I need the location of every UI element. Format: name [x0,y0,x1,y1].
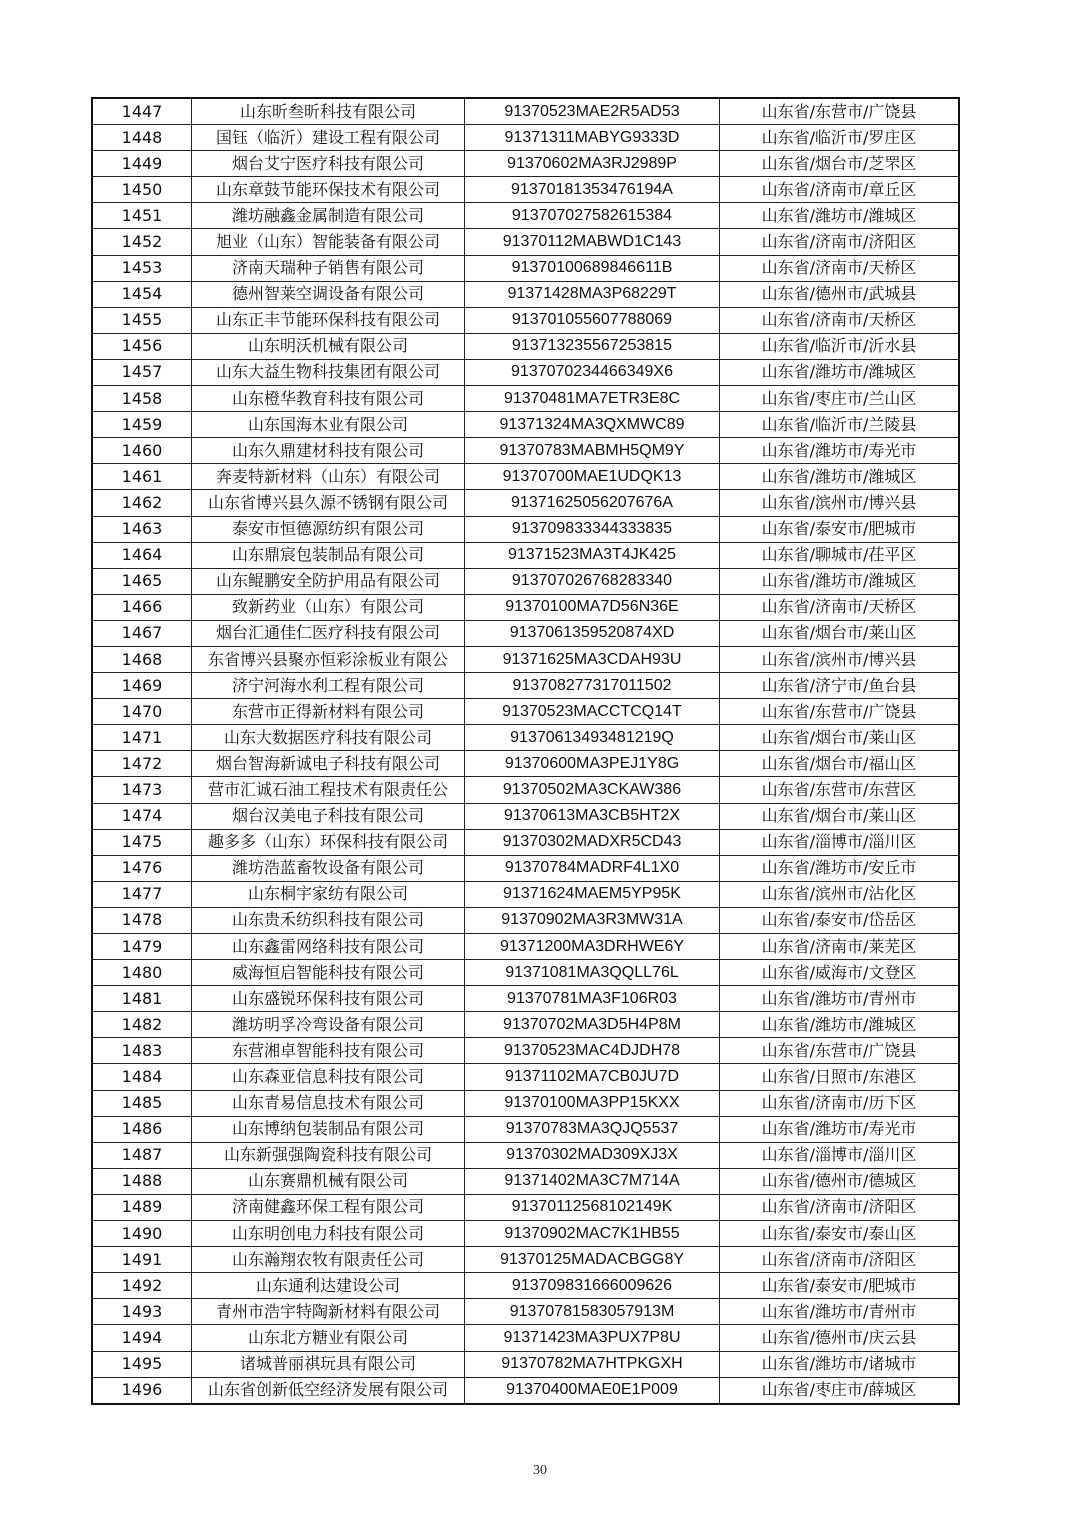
company-name-cell: 山东青易信息技术有限公司 [192,1090,465,1116]
credit-code-cell: 9137061359520874XD [465,620,720,646]
region-cell: 山东省/泰安市/肥城市 [720,1273,960,1299]
region-cell: 山东省/枣庄市/薛城区 [720,1377,960,1404]
region-cell: 山东省/德州市/武城县 [720,281,960,307]
row-number-cell: 1478 [92,907,192,933]
row-number-cell: 1449 [92,151,192,177]
page-number: 30 [533,1463,547,1478]
row-number-cell: 1454 [92,281,192,307]
row-number-cell: 1465 [92,568,192,594]
table-row [92,881,959,907]
credit-code-cell: 91370782MA7HTPKGXH [465,1351,720,1377]
company-list-table [91,97,960,1405]
row-number-cell: 1493 [92,1299,192,1325]
credit-code-cell: 91371428MA3P68229T [465,281,720,307]
region-cell: 山东省/潍坊市/青州市 [720,986,960,1012]
company-name-cell: 山东大数据医疗科技有限公司 [192,725,465,751]
credit-code-cell: 91370784MADRF4L1X0 [465,855,720,881]
table-row [92,386,959,412]
region-cell: 山东省/淄博市/淄川区 [720,829,960,855]
company-name-cell: 济南天瑞种子销售有限公司 [192,255,465,281]
table-row [92,907,959,933]
row-number-cell: 1481 [92,986,192,1012]
credit-code-cell: 91370400MAE0E1P009 [465,1377,720,1404]
table-row [92,359,959,385]
credit-code-cell: 91371402MA3C7M714A [465,1168,720,1194]
credit-code-cell: 91371423MA3PUX7P8U [465,1325,720,1351]
credit-code-cell: 91370523MACCTCQ14T [465,699,720,725]
row-number-cell: 1448 [92,125,192,151]
region-cell: 山东省/潍坊市/青州市 [720,1299,960,1325]
company-name-cell: 山东鼎宸包装制品有限公司 [192,542,465,568]
region-cell: 山东省/东营市/东营区 [720,777,960,803]
credit-code-cell: 91370783MA3QJQ5537 [465,1116,720,1142]
region-cell: 山东省/烟台市/莱山区 [720,725,960,751]
credit-code-cell: 913708277317011502 [465,673,720,699]
row-number-cell: 1469 [92,673,192,699]
table-row [92,307,959,333]
company-name-cell: 山东森亚信息科技有限公司 [192,1064,465,1090]
table-row [92,725,959,751]
credit-code-cell: 91371081MA3QQLL76L [465,960,720,986]
credit-code-cell: 91370781MA3F106R03 [465,986,720,1012]
credit-code-cell: 91370302MADXR5CD43 [465,829,720,855]
row-number-cell: 1495 [92,1351,192,1377]
company-name-cell: 烟台汉美电子科技有限公司 [192,803,465,829]
table-row [92,777,959,803]
row-number-cell: 1471 [92,725,192,751]
credit-code-cell: 91370523MAC4DJDH78 [465,1038,720,1064]
company-name-cell: 山东昕叁昕科技有限公司 [192,98,465,125]
region-cell: 山东省/潍坊市/寿光市 [720,438,960,464]
region-cell: 山东省/济南市/历下区 [720,1090,960,1116]
region-cell: 山东省/临沂市/沂水县 [720,333,960,359]
credit-code-cell: 91370181353476194A [465,177,720,203]
credit-code-cell: 91371625MA3CDAH93U [465,646,720,672]
company-name-cell: 旭业（山东）智能装备有限公司 [192,229,465,255]
row-number-cell: 1494 [92,1325,192,1351]
region-cell: 山东省/泰安市/肥城市 [720,516,960,542]
table-row [92,333,959,359]
table-row [92,281,959,307]
row-number-cell: 1453 [92,255,192,281]
credit-code-cell: 91370613MA3CB5HT2X [465,803,720,829]
row-number-cell: 1456 [92,333,192,359]
company-name-cell: 山东久鼎建材科技有限公司 [192,438,465,464]
region-cell: 山东省/滨州市/博兴县 [720,646,960,672]
region-cell: 山东省/东营市/广饶县 [720,1038,960,1064]
credit-code-cell: 913701055607788069 [465,307,720,333]
company-name-cell: 东营市正得新材料有限公司 [192,699,465,725]
table-row [92,1351,959,1377]
company-list-body [92,98,959,1404]
company-name-cell: 山东贵禾纺织科技有限公司 [192,907,465,933]
credit-code-cell: 91370700MAE1UDQK13 [465,464,720,490]
table-row [92,986,959,1012]
region-cell: 山东省/潍坊市/潍城区 [720,359,960,385]
credit-code-cell: 913707026768283340 [465,568,720,594]
row-number-cell: 1459 [92,412,192,438]
table-row [92,125,959,151]
row-number-cell: 1467 [92,620,192,646]
region-cell: 山东省/东营市/广饶县 [720,98,960,125]
region-cell: 山东省/济南市/济阳区 [720,1194,960,1220]
table-row [92,1012,959,1038]
row-number-cell: 1475 [92,829,192,855]
credit-code-cell: 91371311MABYG9333D [465,125,720,151]
region-cell: 山东省/临沂市/罗庄区 [720,125,960,151]
table-row [92,177,959,203]
company-name-cell: 致新药业（山东）有限公司 [192,594,465,620]
credit-code-cell: 91370602MA3RJ2989P [465,151,720,177]
company-name-cell: 山东省创新低空经济发展有限公司 [192,1377,465,1404]
company-name-cell: 山东章鼓节能环保技术有限公司 [192,177,465,203]
table-row [92,255,959,281]
row-number-cell: 1476 [92,855,192,881]
company-name-cell: 山东橙华教育科技有限公司 [192,386,465,412]
table-row [92,1064,959,1090]
table-row [92,1299,959,1325]
table-row [92,829,959,855]
company-name-cell: 趣多多（山东）环保科技有限公司 [192,829,465,855]
region-cell: 山东省/滨州市/沾化区 [720,881,960,907]
credit-code-cell: 91370781583057913M [465,1299,720,1325]
row-number-cell: 1447 [92,98,192,125]
row-number-cell: 1486 [92,1116,192,1142]
table-row [92,646,959,672]
company-name-cell: 德州智莱空调设备有限公司 [192,281,465,307]
table-row [92,620,959,646]
row-number-cell: 1464 [92,542,192,568]
region-cell: 山东省/烟台市/莱山区 [720,803,960,829]
credit-code-cell: 91370600MA3PEJ1Y8G [465,751,720,777]
region-cell: 山东省/聊城市/茌平区 [720,542,960,568]
company-name-cell: 山东正丰节能环保科技有限公司 [192,307,465,333]
region-cell: 山东省/东营市/广饶县 [720,699,960,725]
region-cell: 山东省/济南市/天桥区 [720,307,960,333]
row-number-cell: 1482 [92,1012,192,1038]
region-cell: 山东省/烟台市/莱山区 [720,620,960,646]
company-name-cell: 山东盛锐环保科技有限公司 [192,986,465,1012]
row-number-cell: 1479 [92,934,192,960]
row-number-cell: 1463 [92,516,192,542]
row-number-cell: 1496 [92,1377,192,1404]
row-number-cell: 1450 [92,177,192,203]
table-row [92,1168,959,1194]
row-number-cell: 1492 [92,1273,192,1299]
row-number-cell: 1473 [92,777,192,803]
table-row [92,1247,959,1273]
row-number-cell: 1489 [92,1194,192,1220]
table-row [92,1221,959,1247]
table-row [92,1142,959,1168]
company-name-cell: 山东省博兴县久源不锈钢有限公司 [192,490,465,516]
company-name-cell: 潍坊明孚冷弯设备有限公司 [192,1012,465,1038]
row-number-cell: 1457 [92,359,192,385]
company-name-cell: 山东鑫雷网络科技有限公司 [192,934,465,960]
table-row [92,673,959,699]
credit-code-cell: 91370613493481219Q [465,725,720,751]
table-row [92,1038,959,1064]
row-number-cell: 1483 [92,1038,192,1064]
company-name-cell: 济南健鑫环保工程有限公司 [192,1194,465,1220]
company-name-cell: 山东赛鼎机械有限公司 [192,1168,465,1194]
company-name-cell: 泰安市恒德源纺织有限公司 [192,516,465,542]
row-number-cell: 1477 [92,881,192,907]
region-cell: 山东省/济南市/济阳区 [720,229,960,255]
credit-code-cell: 91370783MABMH5QM9Y [465,438,720,464]
company-name-cell: 山东鲲鹏安全防护用品有限公司 [192,568,465,594]
credit-code-cell: 91370702MA3D5H4P8M [465,1012,720,1038]
table-row [92,98,959,125]
row-number-cell: 1487 [92,1142,192,1168]
region-cell: 山东省/济南市/天桥区 [720,255,960,281]
table-row [92,229,959,255]
table-row [92,960,959,986]
company-name-cell: 山东通利达建设公司 [192,1273,465,1299]
region-cell: 山东省/济南市/济阳区 [720,1247,960,1273]
region-cell: 山东省/枣庄市/兰山区 [720,386,960,412]
credit-code-cell: 91370112568102149K [465,1194,720,1220]
region-cell: 山东省/淄博市/淄川区 [720,1142,960,1168]
company-name-cell: 烟台汇通佳仁医疗科技有限公司 [192,620,465,646]
company-name-cell: 东营湘卓智能科技有限公司 [192,1038,465,1064]
row-number-cell: 1466 [92,594,192,620]
row-number-cell: 1455 [92,307,192,333]
row-number-cell: 1480 [92,960,192,986]
region-cell: 山东省/潍坊市/诸城市 [720,1351,960,1377]
credit-code-cell: 913709833344333835 [465,516,720,542]
row-number-cell: 1491 [92,1247,192,1273]
table-row [92,1377,959,1404]
credit-code-cell: 91371200MA3DRHWE6Y [465,934,720,960]
company-name-cell: 国钰（临沂）建设工程有限公司 [192,125,465,151]
region-cell: 山东省/济南市/天桥区 [720,594,960,620]
credit-code-cell: 91370481MA7ETR3E8C [465,386,720,412]
credit-code-cell: 9137070234466349X6 [465,359,720,385]
region-cell: 山东省/济南市/章丘区 [720,177,960,203]
region-cell: 山东省/德州市/德城区 [720,1168,960,1194]
company-name-cell: 山东明沃机械有限公司 [192,333,465,359]
credit-code-cell: 91370112MABWD1C143 [465,229,720,255]
credit-code-cell: 91370902MA3R3MW31A [465,907,720,933]
row-number-cell: 1460 [92,438,192,464]
table-row [92,438,959,464]
credit-code-cell: 91370902MAC7K1HB55 [465,1221,720,1247]
table-row [92,516,959,542]
region-cell: 山东省/潍坊市/潍城区 [720,203,960,229]
table-row [92,1116,959,1142]
company-name-cell: 威海恒启智能科技有限公司 [192,960,465,986]
row-number-cell: 1474 [92,803,192,829]
credit-code-cell: 91371102MA7CB0JU7D [465,1064,720,1090]
company-name-cell: 山东国海木业有限公司 [192,412,465,438]
row-number-cell: 1484 [92,1064,192,1090]
credit-code-cell: 91370100MA7D56N36E [465,594,720,620]
company-name-cell: 营市汇诚石油工程技术有限责任公 [192,777,465,803]
table-row [92,699,959,725]
region-cell: 山东省/济南市/莱芜区 [720,934,960,960]
row-number-cell: 1451 [92,203,192,229]
credit-code-cell: 91370523MAE2R5AD53 [465,98,720,125]
company-name-cell: 潍坊融鑫金属制造有限公司 [192,203,465,229]
table-row [92,568,959,594]
table-row [92,751,959,777]
credit-code-cell: 913713235567253815 [465,333,720,359]
company-name-cell: 潍坊浩蓝畜牧设备有限公司 [192,855,465,881]
region-cell: 山东省/济宁市/鱼台县 [720,673,960,699]
credit-code-cell: 91370302MAD309XJ3X [465,1142,720,1168]
credit-code-cell: 91370100MA3PP15KXX [465,1090,720,1116]
row-number-cell: 1452 [92,229,192,255]
credit-code-cell: 91371324MA3QXMWC89 [465,412,720,438]
table-row [92,203,959,229]
company-name-cell: 青州市浩宇特陶新材料有限公司 [192,1299,465,1325]
company-name-cell: 济宁河海水利工程有限公司 [192,673,465,699]
company-name-cell: 烟台智海新诚电子科技有限公司 [192,751,465,777]
region-cell: 山东省/潍坊市/安丘市 [720,855,960,881]
company-name-cell: 烟台艾宁医疗科技有限公司 [192,151,465,177]
credit-code-cell: 91371523MA3T4JK425 [465,542,720,568]
region-cell: 山东省/潍坊市/潍城区 [720,1012,960,1038]
company-name-cell: 山东北方糖业有限公司 [192,1325,465,1351]
table-row [92,1273,959,1299]
company-name-cell: 山东大益生物科技集团有限公司 [192,359,465,385]
row-number-cell: 1472 [92,751,192,777]
row-number-cell: 1458 [92,386,192,412]
credit-code-cell: 91370125MADACBGG8Y [465,1247,720,1273]
table-row [92,594,959,620]
table-row [92,464,959,490]
region-cell: 山东省/威海市/文登区 [720,960,960,986]
region-cell: 山东省/滨州市/博兴县 [720,490,960,516]
table-row [92,542,959,568]
table-row [92,412,959,438]
company-name-cell: 奔麦特新材料（山东）有限公司 [192,464,465,490]
table-row [92,151,959,177]
company-name-cell: 诸城普丽祺玩具有限公司 [192,1351,465,1377]
row-number-cell: 1462 [92,490,192,516]
company-name-cell: 山东桐宇家纺有限公司 [192,881,465,907]
row-number-cell: 1488 [92,1168,192,1194]
credit-code-cell: 91370502MA3CKAW386 [465,777,720,803]
credit-code-cell: 91370100689846611B [465,255,720,281]
region-cell: 山东省/临沂市/兰陵县 [720,412,960,438]
table-row [92,1325,959,1351]
region-cell: 山东省/潍坊市/潍城区 [720,464,960,490]
company-name-cell: 山东新强强陶瓷科技有限公司 [192,1142,465,1168]
company-name-cell: 山东明创电力科技有限公司 [192,1221,465,1247]
credit-code-cell: 91371625056207676A [465,490,720,516]
row-number-cell: 1461 [92,464,192,490]
region-cell: 山东省/潍坊市/寿光市 [720,1116,960,1142]
table-row [92,803,959,829]
credit-code-cell: 913707027582615384 [465,203,720,229]
table-row [92,855,959,881]
row-number-cell: 1468 [92,646,192,672]
region-cell: 山东省/德州市/庆云县 [720,1325,960,1351]
company-name-cell: 山东博纳包装制品有限公司 [192,1116,465,1142]
credit-code-cell: 913709831666009626 [465,1273,720,1299]
table-row [92,934,959,960]
table-row [92,1194,959,1220]
region-cell: 山东省/日照市/东港区 [720,1064,960,1090]
company-name-cell: 东省博兴县聚亦恒彩涂板业有限公 [192,646,465,672]
row-number-cell: 1485 [92,1090,192,1116]
region-cell: 山东省/泰安市/泰山区 [720,1221,960,1247]
table-row [92,1090,959,1116]
row-number-cell: 1490 [92,1221,192,1247]
region-cell: 山东省/烟台市/芝罘区 [720,151,960,177]
region-cell: 山东省/泰安市/岱岳区 [720,907,960,933]
table-row [92,490,959,516]
region-cell: 山东省/烟台市/福山区 [720,751,960,777]
region-cell: 山东省/潍坊市/潍城区 [720,568,960,594]
credit-code-cell: 91371624MAEM5YP95K [465,881,720,907]
company-name-cell: 山东瀚翔农牧有限责任公司 [192,1247,465,1273]
row-number-cell: 1470 [92,699,192,725]
